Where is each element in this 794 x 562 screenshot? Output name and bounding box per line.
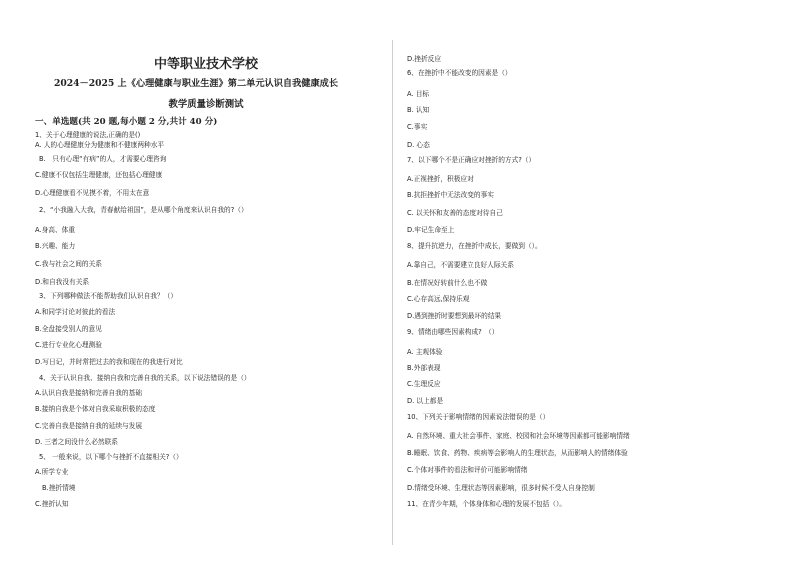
question-text: 8、提升抗逆力，在挫折中成长，要做到（）。: [407, 242, 542, 250]
question-text: 2、“小我融入大我，青春献给祖国”，是从哪个角度来认识自我的?（）: [39, 206, 248, 214]
question-text: 5、 一般来说，以下哪个与挫折不直接相关?（）: [39, 453, 183, 461]
question-text: 6、在挫折中不能改变的因素是（）: [407, 69, 512, 77]
answer-option: C.生理反应: [407, 380, 441, 388]
column-divider: [392, 40, 393, 545]
answer-option: B.在情况好转前什么也不做: [407, 279, 488, 287]
answer-option: A. 人的心理健康分为健康和不健康两种水平: [35, 141, 165, 149]
answer-option: D. 以上都是: [407, 397, 444, 405]
answer-option: D. 三者之间没什么必然联系: [35, 438, 118, 446]
exam-subtitle: 2024－2025 上《心理健康与职业生涯》第二单元认识自我健康成长: [53, 78, 339, 89]
answer-option: D.遇到挫折时要想到最坏的结果: [407, 312, 502, 320]
answer-option: A.身高、体重: [35, 226, 76, 234]
answer-option: D.心理健康看不见摸不着，不用太在意: [35, 189, 150, 197]
answer-option: C.完善自我是接纳自我的延续与发展: [35, 422, 143, 430]
answer-option: D.写日记，并时常把过去的我和现在的我进行对比: [35, 358, 183, 366]
question-text: 9、情绪由哪些因素构成? （）: [407, 328, 499, 336]
question-text: 11、在青少年期，个体身体和心理的发展不包括（）。: [407, 500, 566, 508]
answer-option: A.和同学讨论对彼此的看法: [35, 308, 116, 316]
answer-option: C.健康不仅包括生理健康，还包括心理健康: [35, 171, 163, 179]
answer-option: D.牢记生命至上: [407, 226, 455, 234]
answer-option: C.心存高远,保持乐观: [407, 295, 470, 303]
answer-option: B.兴趣、能力: [35, 242, 76, 250]
question-text: 3、下列哪种做法不能帮助我们认识自我？（）: [39, 292, 178, 300]
answer-option: C.进行专业化心理测验: [35, 341, 102, 349]
answer-option: A.认识自我是接纳和完善自我的基础: [35, 389, 142, 397]
answer-option: B. 只有心理“有病”的人，才需要心理咨询: [39, 155, 167, 163]
question-text: 4、关于认识自我、接纳自我和完善自我的关系，以下说法错误的是（）: [39, 374, 251, 382]
answer-option: B.抗拒挫折中无法改变的事实: [407, 191, 494, 199]
exam-name: 教学质量诊断测试: [168, 99, 244, 110]
answer-option: B.睡眠、饮食、药物、疾病等会影响人的生理状态，从而影响人的情绪体验: [407, 449, 628, 457]
answer-option: C.事实: [407, 123, 428, 131]
answer-option: A.靠自己，不需要建立良好人际关系: [407, 261, 514, 269]
question-text: 1、关于心理健康的说法,正确的是(): [35, 131, 141, 139]
answer-option: A.正视挫折，积极应对: [407, 175, 474, 183]
answer-option: B.全盘接受别人的意见: [35, 325, 102, 333]
answer-option: C.个体对事件的看法和评价可能影响情绪: [407, 466, 528, 474]
answer-option: C.挫折认知: [35, 500, 69, 508]
section-heading: 一、单选题(共 20 题,每小题 2 分,共计 40 分): [35, 117, 218, 127]
answer-option: D.情绪受环境、生理状态等因素影响，很多时候不受人自身控制: [407, 484, 595, 492]
answer-option: D.挫折反应: [407, 55, 442, 63]
answer-option: B.挫折情境: [42, 484, 76, 492]
school-title: 中等职业技术学校: [153, 57, 258, 72]
question-text: 10、下列关于影响情绪的因素说法错误的是（）: [407, 413, 550, 421]
answer-option: B.外部表现: [407, 364, 441, 372]
question-text: 7、以下哪个不是正确应对挫折的方式?（）: [407, 156, 536, 164]
answer-option: D. 心态: [407, 141, 430, 149]
answer-option: B. 认知: [407, 106, 430, 114]
answer-option: A. 目标: [407, 90, 430, 98]
answer-option: A. 主观体验: [407, 348, 443, 356]
answer-option: C.我与社会之间的关系: [35, 260, 102, 268]
answer-option: C. 以关怀和友善的态度对待自己: [407, 209, 503, 217]
answer-option: D.和自我没有关系: [35, 278, 90, 286]
answer-option: A.所学专业: [35, 468, 69, 476]
answer-option: B.接纳自我是个体对自我采取积极的态度: [35, 405, 156, 413]
answer-option: A. 自然环境、重大社会事件、家庭、校园和社会环境等因素都可能影响情绪: [407, 432, 630, 440]
